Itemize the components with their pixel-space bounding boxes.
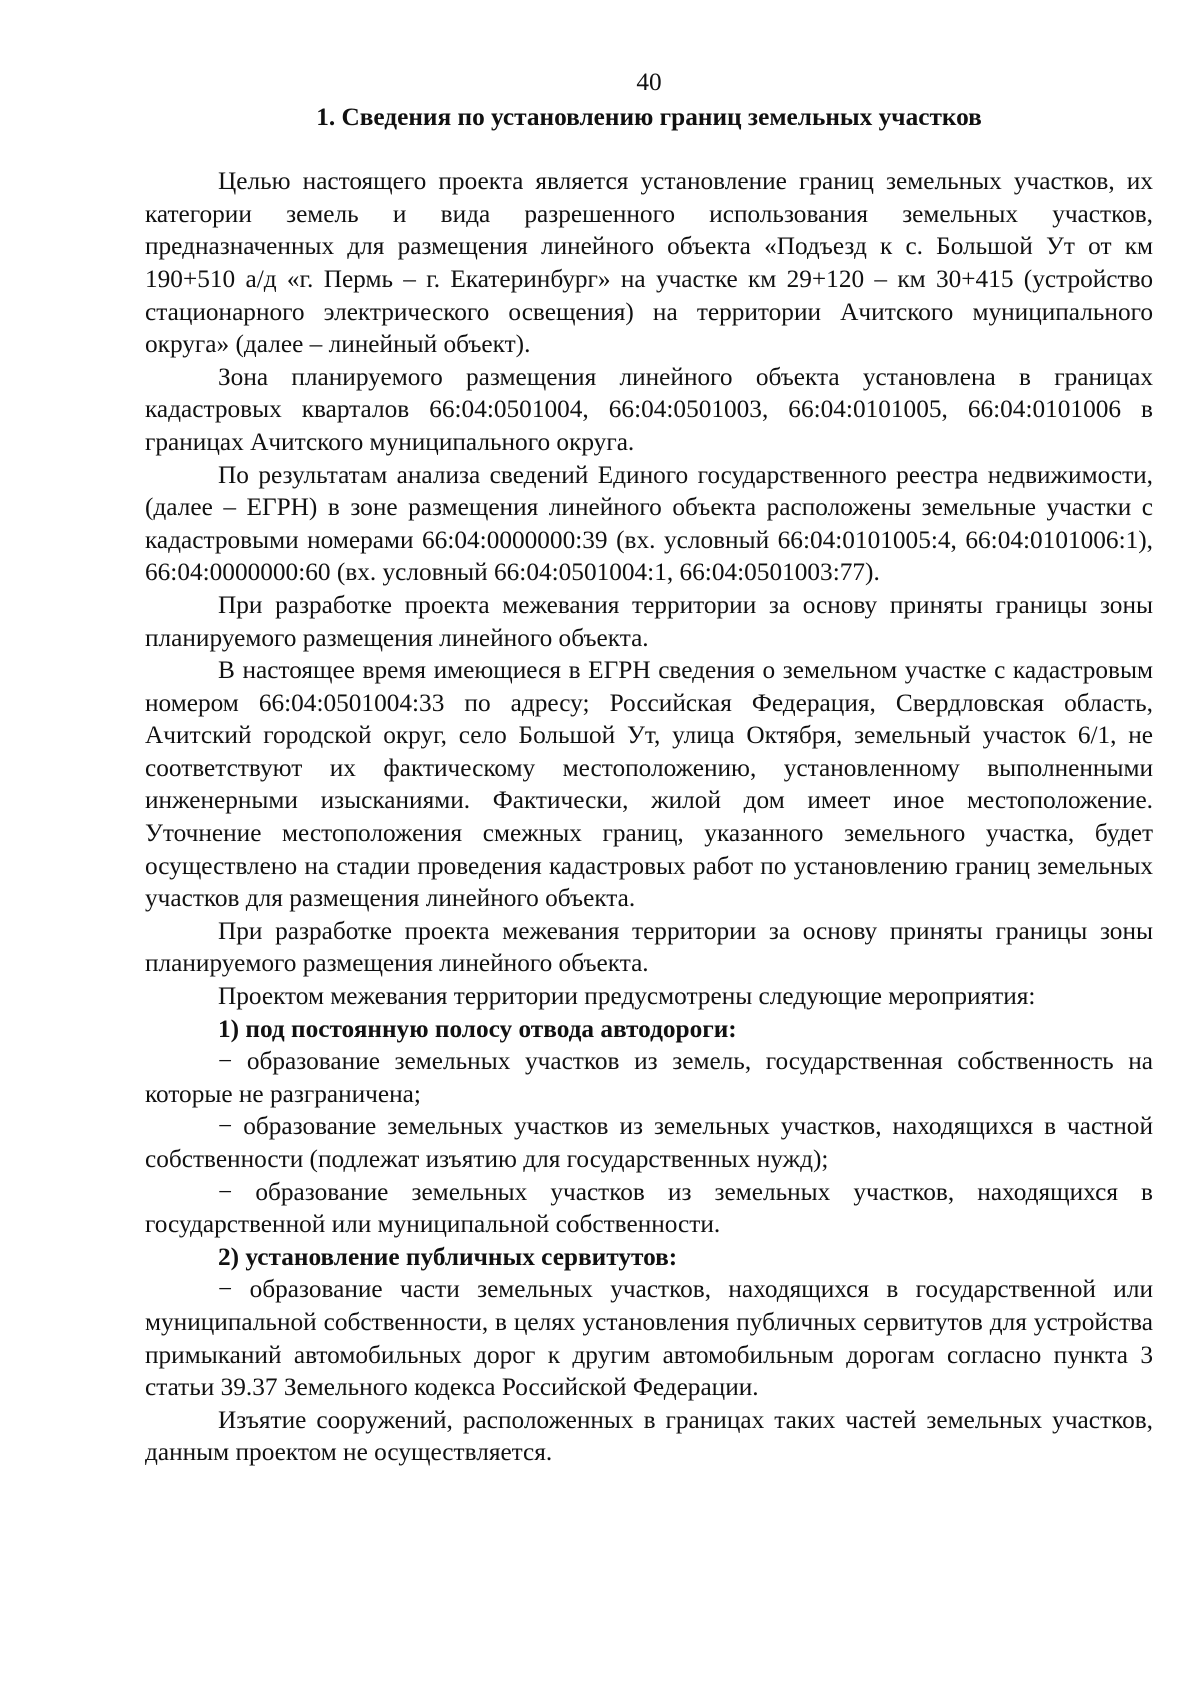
- paragraph: В настоящее время имеющиеся в ЕГРН сведения о земельном участке с кадастровым номером 66:04:0501004:33 по адресу; Российская Федерация, Свердловская область, Ачитский городской округ, село Большой Ут, улица Октября, земельный участок 6/1, не соответствуют их фактическому местоположению, установленному выполненными инженерными изысканиями. Фактически, жилой дом имеет иное местоположение. Уточнение местоположения смежных границ, указанного земельного участка, будет осуществлено на стадии проведения кадастровых работ по установлению границ земельных участков для размещения линейного объекта.: [145, 656, 1153, 913]
- paragraph: По результатам анализа сведений Единого государственного реестра недвижимости, (далее – ЕГРН) в зоне размещения линейного объекта расположены земельные участки с кадастровыми номерами 66:04:0000000:39 (вх. условный 66:04:0101005:4, 66:04:0101006:1), 66:04:0000000:60 (вх. условный 66:04:0501004:1, 66:04:0501003:77).: [145, 460, 1153, 587]
- section-heading: 1. Сведения по установлению границ земельных участков: [316, 102, 982, 131]
- list-item: − образование земельных участков из земельных участков, находящихся в государственной или муниципальной собственности.: [145, 1177, 1153, 1239]
- paragraph: При разработке проекта межевания территории за основу приняты границы зоны планируемого размещения линейного объекта.: [145, 916, 1153, 978]
- page-number: 40: [636, 68, 662, 96]
- list-heading: 2) установление публичных сервитутов:: [218, 1242, 678, 1271]
- paragraph: Зона планируемого размещения линейного объекта установлена в границах кадастровых кварталов 66:04:0501004, 66:04:0501003, 66:04:0101005, 66:04:0101006 в границах Ачитского муниципального округа.: [145, 362, 1153, 456]
- list-item: − образование земельных участков из земель, государственная собственность на которые не разграничена;: [145, 1047, 1153, 1108]
- list-item: − образование части земельных участков, находящихся в государственной или муниципальной собственности, в целях установления публичных сервитутов для устройства примыканий автомобильных дорог к другим автомобильным дорогам согласно пункта 3 статьи 39.37 Земельного кодекса Российской Федерации.: [145, 1275, 1153, 1402]
- list-heading: 1) под постоянную полосу отвода автодороги:: [218, 1014, 737, 1043]
- paragraph: Целью настоящего проекта является установление границ земельных участков, их категории земель и вида разрешенного использования земельных участков, предназначенных для размещения линейного объекта «Подъезд к с. Большой Ут от км 190+510 а/д «г. Пермь – г. Екатеринбург» на участке км 29+120 – км 30+415 (устройство стационарного электрического освещения) на территории Ачитского муниципального округа» (далее – линейный объект).: [145, 167, 1153, 359]
- list-item: − образование земельных участков из земельных участков, находящихся в частной собственности (подлежат изъятию для государственных нужд);: [145, 1112, 1153, 1173]
- paragraph: Изъятие сооружений, расположенных в границах таких частей земельных участков, данным проектом не осуществляется.: [145, 1405, 1153, 1467]
- paragraph: При разработке проекта межевания территории за основу приняты границы зоны планируемого размещения линейного объекта.: [145, 590, 1153, 652]
- body-text: [145, 165, 1153, 1469]
- paragraph: Проектом межевания территории предусмотрены следующие мероприятия:: [218, 982, 1036, 1011]
- document-page: [145, 66, 1153, 1469]
